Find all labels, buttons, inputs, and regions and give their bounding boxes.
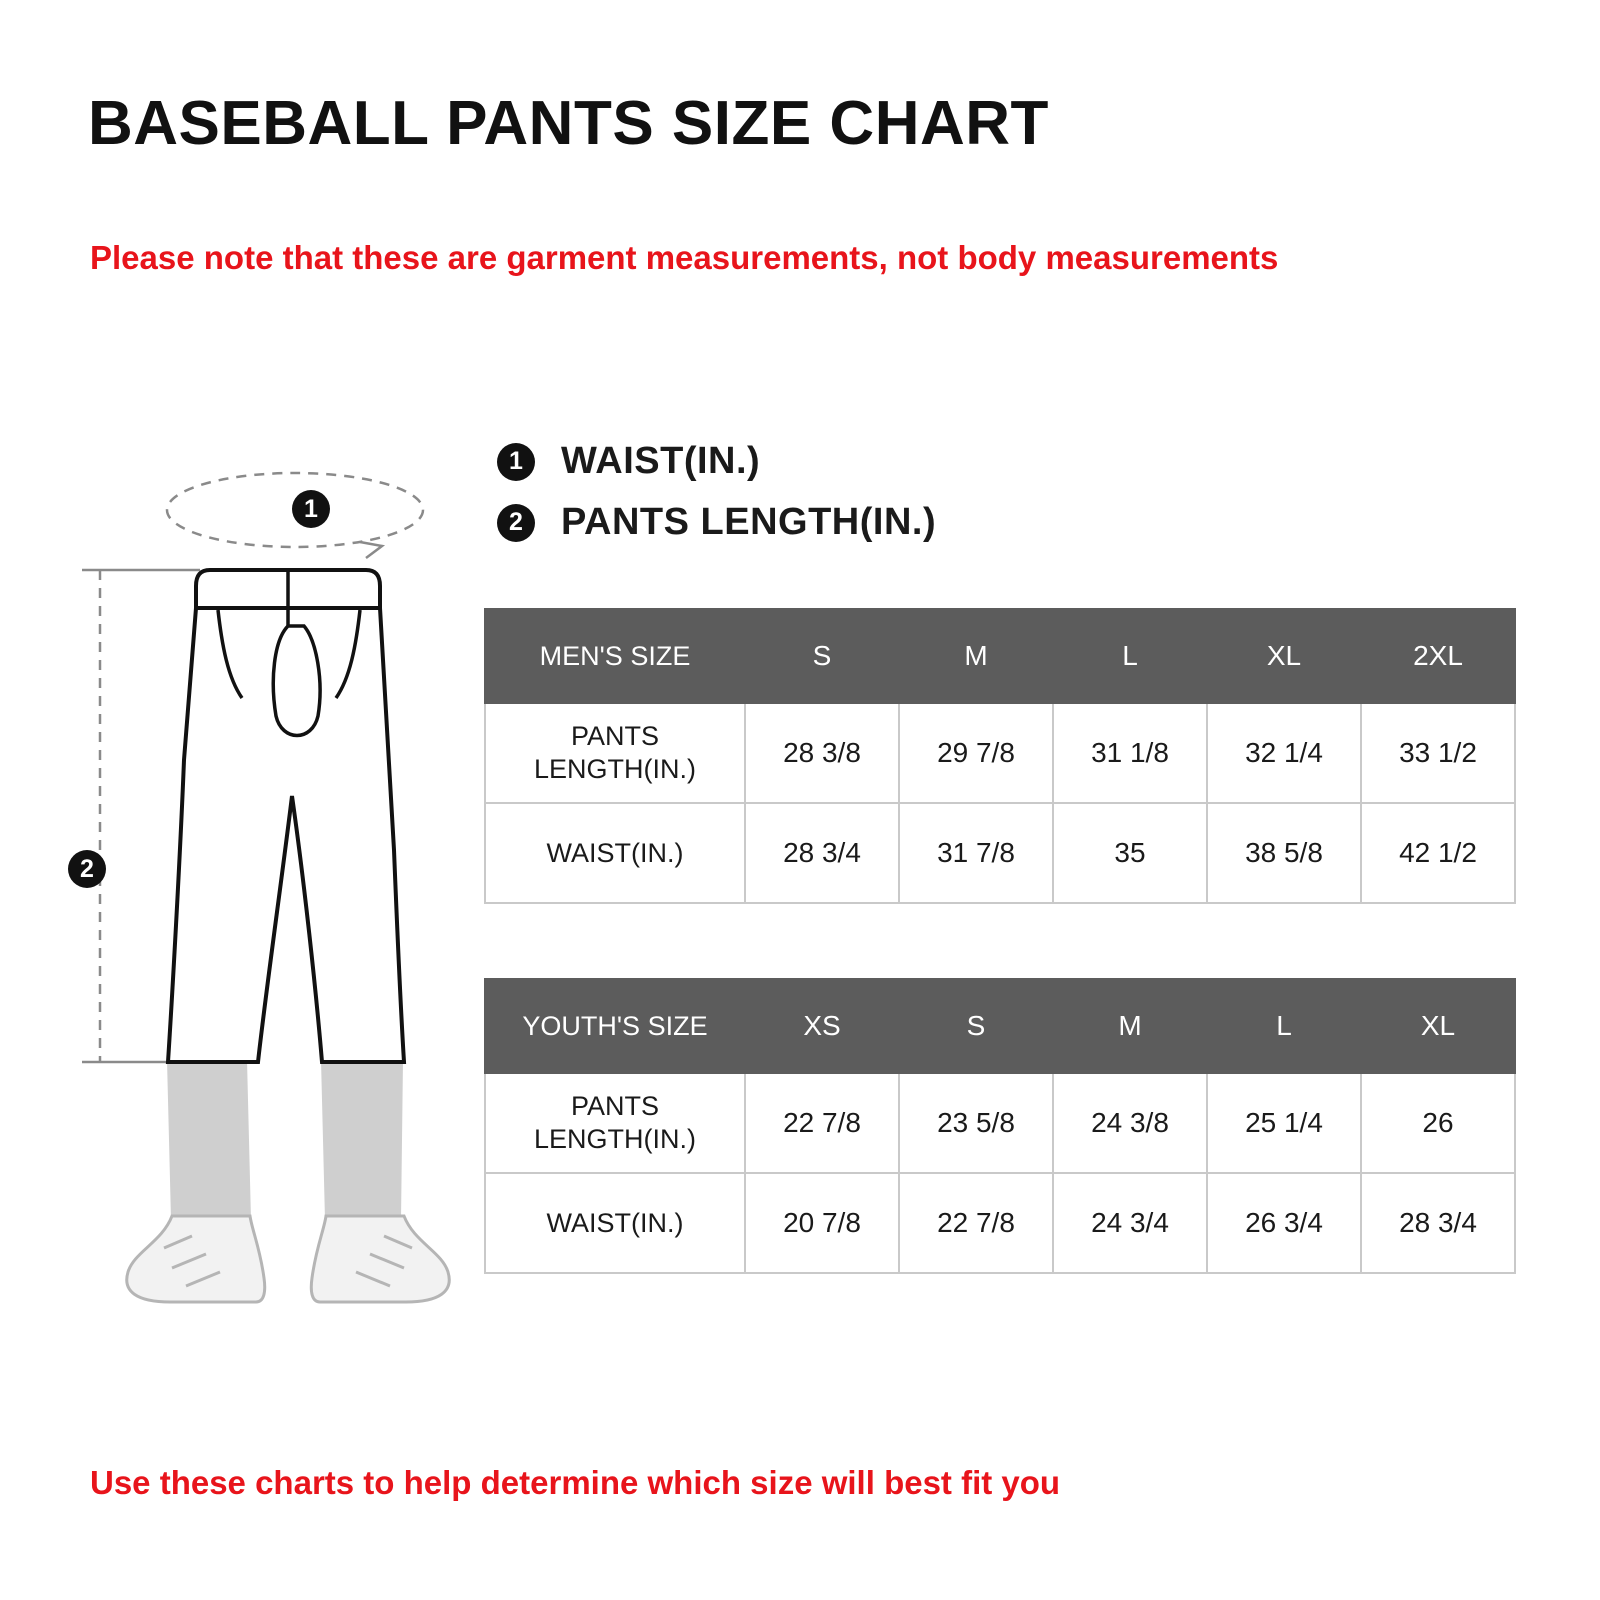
youths-col-l: L xyxy=(1207,979,1361,1073)
number-badge-2-icon: 2 xyxy=(497,504,535,542)
table-row xyxy=(485,803,1515,903)
mens-size-table xyxy=(484,608,1516,904)
mens-corner-label: MEN'S SIZE xyxy=(485,609,745,703)
pants-illustration xyxy=(60,430,490,1340)
mens-pants-length-2xl: 33 1/2 xyxy=(1361,703,1515,803)
youths-waist-l: 26 3/4 xyxy=(1207,1173,1361,1273)
mens-col-m: M xyxy=(899,609,1053,703)
mens-waist-2xl: 42 1/2 xyxy=(1361,803,1515,903)
mens-pants-length-l: 31 1/8 xyxy=(1053,703,1207,803)
belt-loop xyxy=(273,626,320,736)
youths-waist-xl: 28 3/4 xyxy=(1361,1173,1515,1273)
youths-waist-xs: 20 7/8 xyxy=(745,1173,899,1273)
illustration-badge-waist-icon: 1 xyxy=(292,490,330,528)
number-badge-1-icon: 1 xyxy=(497,443,535,481)
legend xyxy=(497,440,1197,562)
legend-item-pants-length xyxy=(497,501,1197,544)
youths-corner-label: YOUTH'S SIZE xyxy=(485,979,745,1073)
youths-pants-length-l: 25 1/4 xyxy=(1207,1073,1361,1173)
table-row xyxy=(485,703,1515,803)
mens-row-label-waist: WAIST(IN.) xyxy=(485,803,745,903)
pants-diagram-svg xyxy=(60,430,490,1340)
youths-pants-length-m: 24 3/8 xyxy=(1053,1073,1207,1173)
youths-size-table xyxy=(484,978,1516,1274)
legend-label-waist: WAIST(IN.) xyxy=(561,440,761,482)
mens-size-table-container xyxy=(484,608,1514,904)
mens-col-2xl: 2XL xyxy=(1361,609,1515,703)
youths-waist-s: 22 7/8 xyxy=(899,1173,1053,1273)
mens-col-l: L xyxy=(1053,609,1207,703)
left-sock xyxy=(168,1060,250,1220)
youths-pants-length-xs: 22 7/8 xyxy=(745,1073,899,1173)
mens-col-s: S xyxy=(745,609,899,703)
youths-pants-length-xl: 26 xyxy=(1361,1073,1515,1173)
mens-row-label-pants-length: PANTS LENGTH(IN.) xyxy=(485,703,745,803)
mens-col-xl: XL xyxy=(1207,609,1361,703)
legend-item-waist xyxy=(497,440,1197,483)
mens-waist-s: 28 3/4 xyxy=(745,803,899,903)
table-row xyxy=(485,1073,1515,1173)
help-note: Use these charts to help determine which size will best fit you xyxy=(90,1464,1061,1501)
waist-arrow-icon xyxy=(360,542,382,558)
youths-size-table-container xyxy=(484,978,1514,1274)
youths-col-xl: XL xyxy=(1361,979,1515,1073)
mens-pants-length-m: 29 7/8 xyxy=(899,703,1053,803)
mens-waist-xl: 38 5/8 xyxy=(1207,803,1361,903)
mens-pants-length-xl: 32 1/4 xyxy=(1207,703,1361,803)
right-sock xyxy=(322,1060,402,1220)
youths-col-xs: XS xyxy=(745,979,899,1073)
legend-label-pants-length: PANTS LENGTH(IN.) xyxy=(561,501,937,543)
mens-waist-m: 31 7/8 xyxy=(899,803,1053,903)
youths-row-label-waist: WAIST(IN.) xyxy=(485,1173,745,1273)
mens-waist-l: 35 xyxy=(1053,803,1207,903)
youths-col-s: S xyxy=(899,979,1053,1073)
table-header-row xyxy=(485,609,1515,703)
youths-waist-m: 24 3/4 xyxy=(1053,1173,1207,1273)
youths-pants-length-s: 23 5/8 xyxy=(899,1073,1053,1173)
illustration-badge-length-icon: 2 xyxy=(68,850,106,888)
table-row xyxy=(485,1173,1515,1273)
garment-measurement-note: Please note that these are garment measurements, not body measurements xyxy=(90,239,1279,276)
youths-col-m: M xyxy=(1053,979,1207,1073)
youths-row-label-pants-length: PANTS LENGTH(IN.) xyxy=(485,1073,745,1173)
mens-pants-length-s: 28 3/8 xyxy=(745,703,899,803)
page-title: BASEBALL PANTS SIZE CHART xyxy=(88,89,1049,158)
table-header-row xyxy=(485,979,1515,1073)
